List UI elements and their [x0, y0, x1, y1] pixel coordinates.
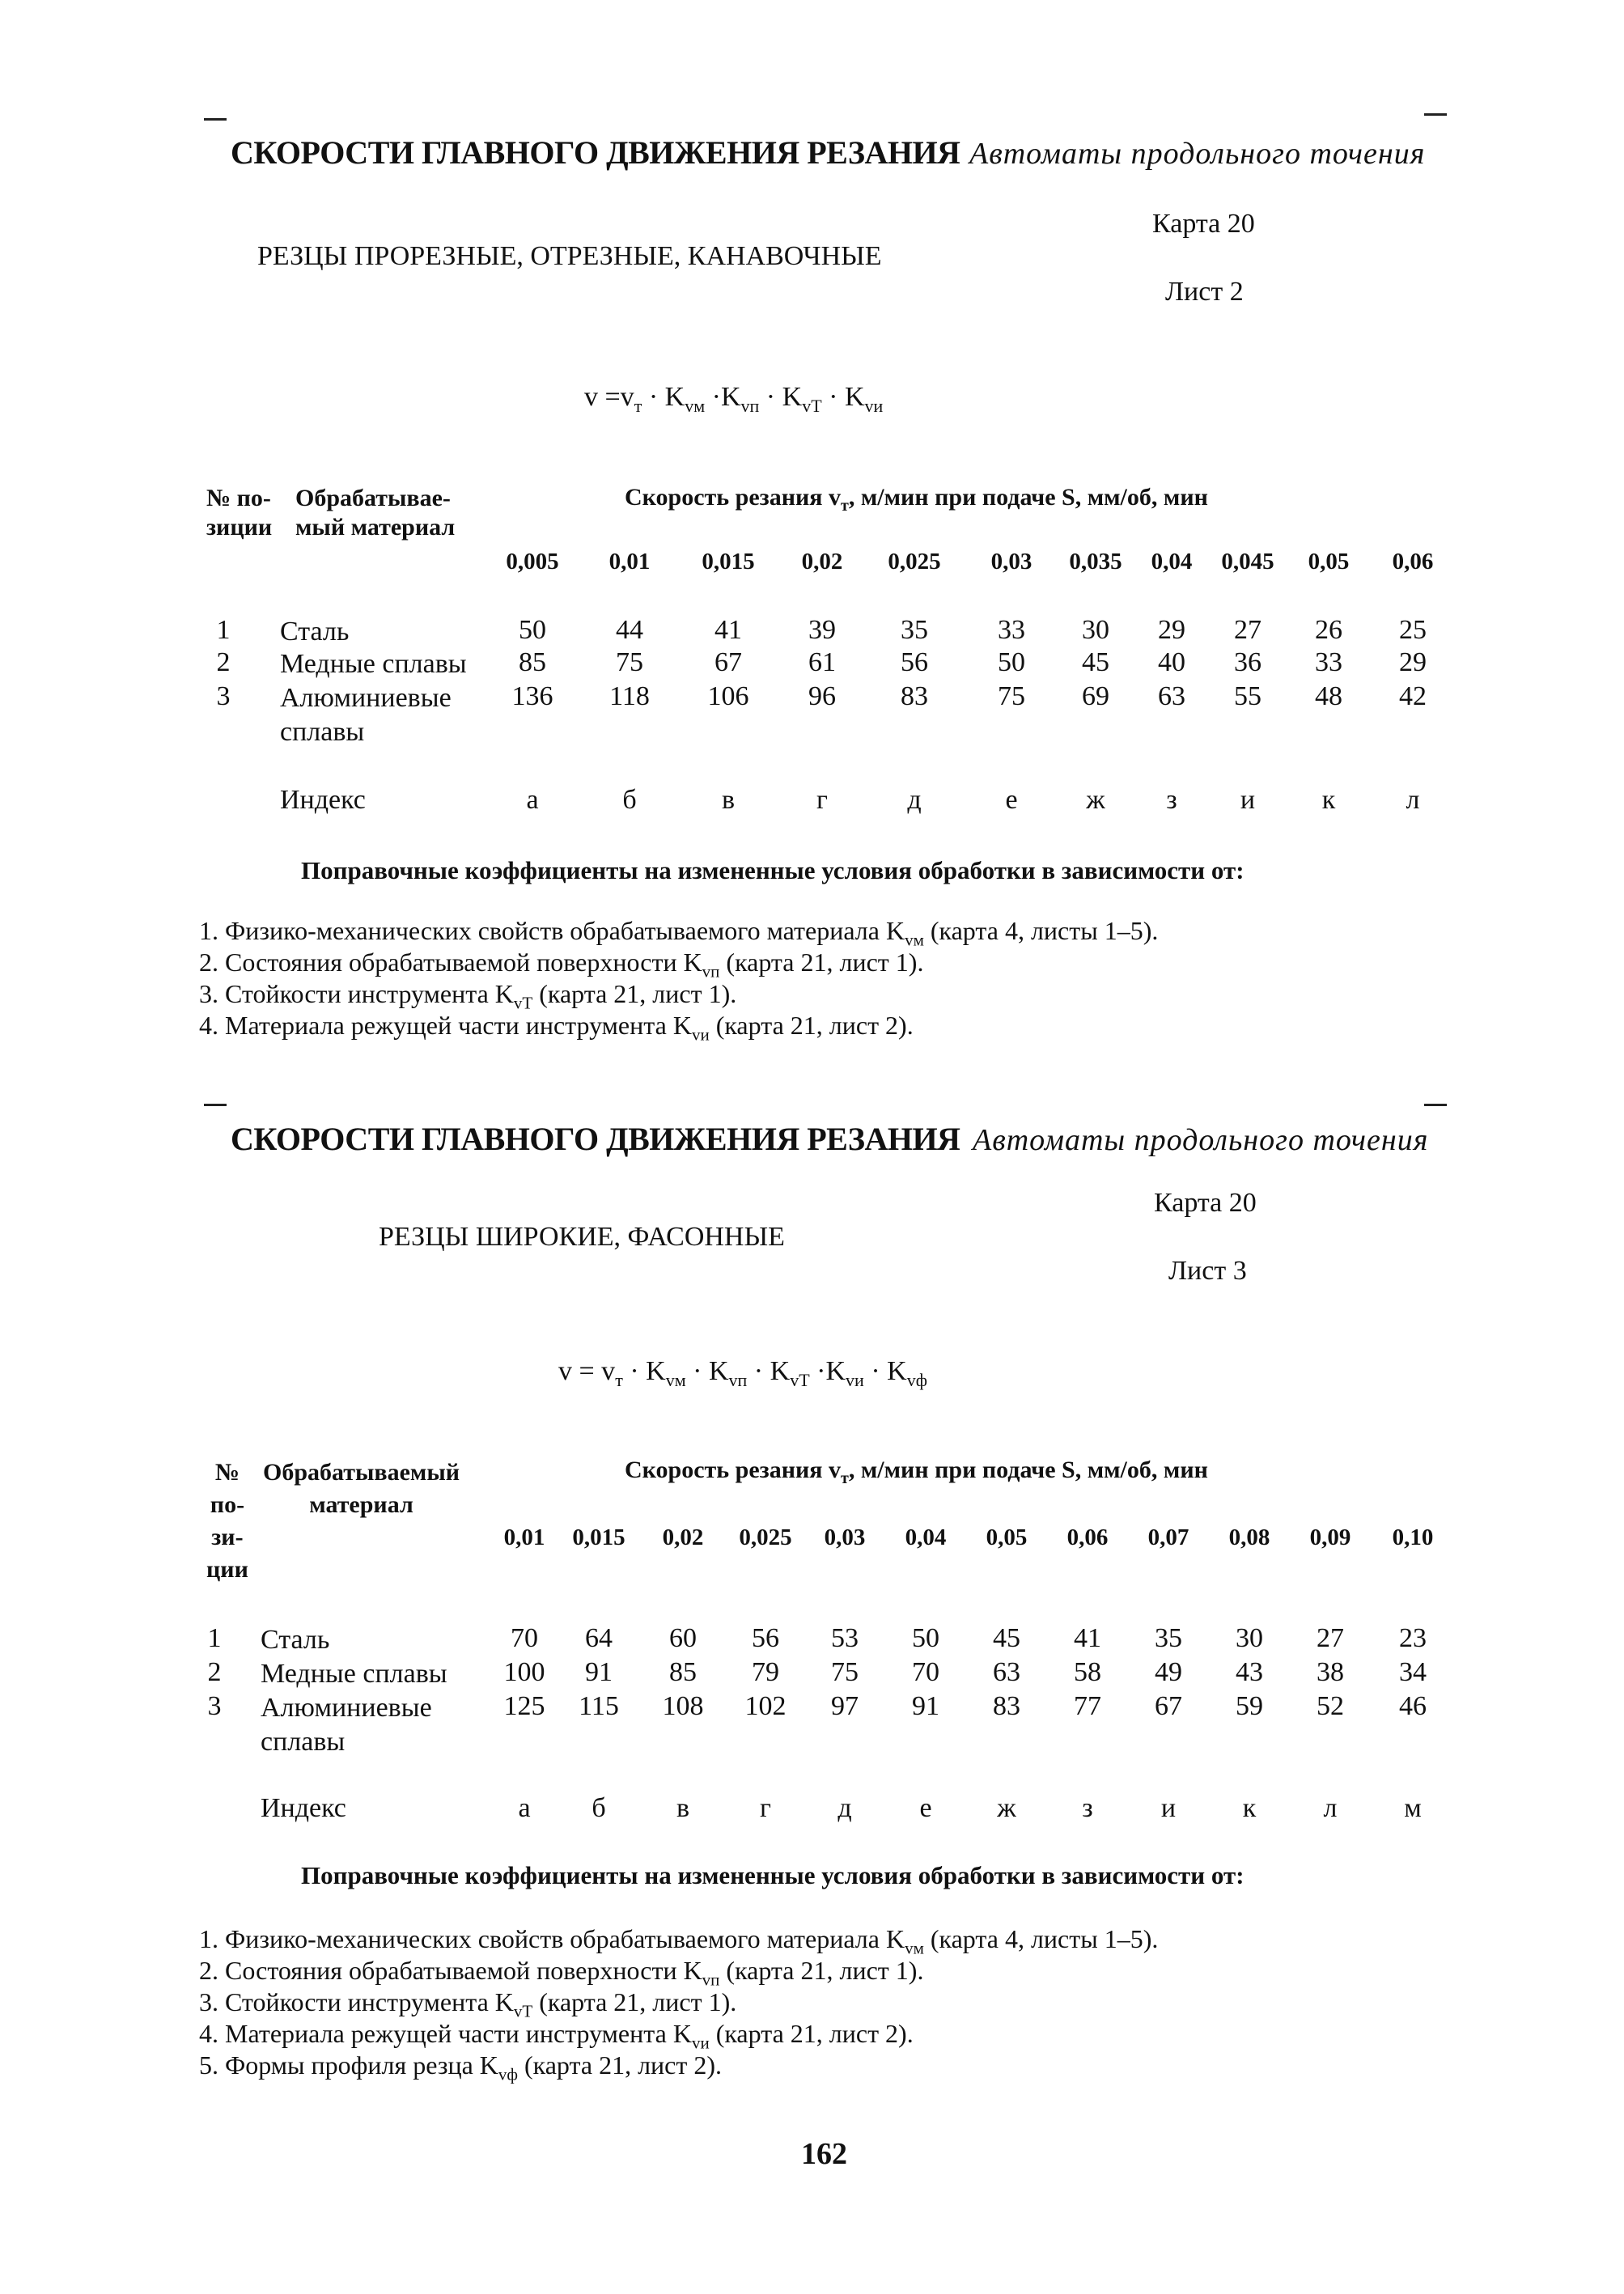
speed-value-cell: 50 — [519, 615, 546, 645]
speed-value-cell: 23 — [1399, 1623, 1427, 1653]
corner-mark-right — [1424, 113, 1447, 116]
feed-header-cell: 0,02 — [801, 549, 843, 575]
page-number: 162 — [801, 2137, 847, 2171]
section2-tool-type: РЕЗЦЫ ШИРОКИЕ, ФАСОННЫЕ — [379, 1222, 785, 1252]
material-name: Сталь — [261, 1625, 330, 1655]
correction-note — [199, 1924, 1158, 1958]
correction-note — [199, 2050, 722, 2084]
index-letter: в — [676, 1793, 690, 1823]
index-letter: д — [837, 1793, 852, 1823]
section2-card: Карта 20 — [1154, 1188, 1257, 1218]
row-number: 3 — [207, 1691, 222, 1721]
speed-value-cell: 61 — [808, 647, 836, 677]
note-subscript: vм — [905, 1938, 924, 1958]
row-number: 1 — [216, 615, 231, 645]
correction-note — [199, 948, 923, 982]
correction-note — [199, 1956, 923, 1990]
material-name: Медные сплавы — [261, 1659, 447, 1689]
speed-header-suffix: , м/мин при подаче S, мм/об, мин — [848, 1457, 1208, 1483]
index-letter: з — [1166, 785, 1177, 815]
speed-value-cell: 77 — [1074, 1691, 1101, 1721]
speed-value-cell: 46 — [1399, 1691, 1427, 1721]
speed-header-subscript: т — [841, 497, 849, 515]
speed-value-cell: 63 — [1158, 681, 1185, 711]
formula-subscript: vф — [906, 1369, 927, 1390]
formula-symbol: · K — [759, 382, 803, 412]
index-label: Индекс — [261, 1793, 346, 1823]
speed-value-cell: 49 — [1155, 1657, 1182, 1687]
note-subscript: vT — [513, 2001, 533, 2021]
speed-header-suffix: , м/мин при подаче S, мм/об, мин — [848, 484, 1208, 511]
formula-symbol: ·K — [705, 382, 741, 412]
speed-value-cell: 27 — [1317, 1623, 1344, 1653]
feed-header-cell: 0,04 — [905, 1524, 947, 1550]
material-name: Алюминиевые сплавы — [280, 683, 452, 747]
speed-value-cell: 118 — [609, 681, 650, 711]
speed-value-cell: 67 — [714, 647, 742, 677]
speed-value-cell: 97 — [831, 1691, 859, 1721]
formula-symbol: · K — [747, 1356, 791, 1386]
note-text: 3. Стойкости инструмента K — [199, 979, 514, 1008]
feed-header-cell: 0,04 — [1151, 549, 1193, 575]
section1-correction-title: Поправочные коэффициенты на измененные условия обработки в зависимости от: — [301, 856, 1245, 884]
speed-value-cell: 91 — [585, 1657, 613, 1687]
feed-header-cell: 0,035 — [1069, 549, 1122, 575]
note-tail: (карта 4, листы 1–5). — [923, 1924, 1159, 1953]
feed-header-cell: 0,01 — [503, 1524, 545, 1550]
section2-speed-header — [625, 1457, 1208, 1488]
formula-symbol: · K — [622, 1356, 666, 1386]
index-letter: ж — [997, 1793, 1016, 1823]
feed-header-cell: 0,05 — [986, 1524, 1028, 1550]
feed-header-cell: 0,09 — [1309, 1524, 1351, 1550]
feed-header-cell: 0,03 — [824, 1524, 866, 1550]
speed-value-cell: 30 — [1082, 615, 1109, 645]
speed-value-cell: 91 — [912, 1691, 939, 1721]
formula-subscript: vп — [728, 1369, 748, 1390]
note-tail: (карта 4, листы 1–5). — [923, 916, 1159, 945]
formula-symbol: ·K — [809, 1356, 846, 1386]
speed-value-cell: 26 — [1315, 615, 1342, 645]
speed-value-cell: 102 — [744, 1691, 787, 1721]
note-text: 5. Формы профиля резца K — [199, 2050, 498, 2080]
formula-lead: v = v — [558, 1356, 616, 1386]
speed-value-cell: 48 — [1315, 681, 1342, 711]
note-subscript: vи — [691, 2033, 710, 2053]
feed-header-cell: 0,02 — [662, 1524, 704, 1550]
section2-formula — [558, 1356, 927, 1391]
formula-symbol: · K — [685, 1356, 729, 1386]
note-tail: (карта 21, лист 2). — [709, 1011, 914, 1040]
note-text: 4. Материала режущей части инструмента K — [199, 1011, 692, 1040]
speed-value-cell: 85 — [519, 647, 546, 677]
speed-value-cell: 67 — [1155, 1691, 1182, 1721]
feed-header-cell: 0,025 — [739, 1524, 792, 1550]
speed-value-cell: 106 — [707, 681, 749, 711]
index-letter: д — [907, 785, 922, 815]
feed-header-cell: 0,03 — [990, 549, 1032, 575]
speed-value-cell: 50 — [998, 647, 1025, 677]
note-tail: (карта 21, лист 1). — [719, 1956, 924, 1985]
feed-header-cell: 0,01 — [608, 549, 651, 575]
note-subscript: vп — [702, 961, 720, 982]
speed-value-cell: 42 — [1399, 681, 1427, 711]
note-subscript: vм — [905, 930, 924, 950]
formula-symbol: · K — [821, 382, 865, 412]
speed-value-cell: 56 — [752, 1623, 779, 1653]
speed-value-cell: 83 — [901, 681, 928, 711]
index-letter: з — [1082, 1793, 1093, 1823]
material-name: Сталь — [280, 617, 350, 647]
speed-value-cell: 52 — [1317, 1691, 1344, 1721]
correction-note — [199, 1011, 914, 1045]
speed-value-cell: 36 — [1234, 647, 1261, 677]
speed-value-cell: 25 — [1399, 615, 1427, 645]
note-subscript: vф — [498, 2064, 518, 2084]
speed-value-cell: 125 — [503, 1691, 545, 1721]
material-name: Алюминиевые сплавы — [261, 1693, 432, 1757]
speed-value-cell: 96 — [808, 681, 836, 711]
index-letter: б — [592, 1793, 606, 1823]
section1-sheet: Лист 2 — [1165, 277, 1244, 307]
correction-note — [199, 979, 736, 1013]
index-letter: г — [760, 1793, 771, 1823]
speed-value-cell: 39 — [808, 615, 836, 645]
note-subscript: vT — [513, 993, 533, 1013]
speed-value-cell: 34 — [1399, 1657, 1427, 1687]
speed-value-cell: 38 — [1317, 1657, 1344, 1687]
section1-card: Карта 20 — [1152, 209, 1255, 239]
index-letter: и — [1160, 1793, 1177, 1823]
speed-value-cell: 45 — [993, 1623, 1020, 1653]
speed-header-prefix: Скорость резания v — [625, 484, 842, 511]
feed-header-cell: 0,015 — [572, 1524, 625, 1550]
formula-symbol: · K — [863, 1356, 907, 1386]
speed-value-cell: 63 — [993, 1657, 1020, 1687]
speed-value-cell: 70 — [511, 1623, 538, 1653]
correction-note — [199, 1987, 736, 2021]
speed-value-cell: 115 — [579, 1691, 619, 1721]
speed-value-cell: 136 — [511, 681, 553, 711]
note-tail: (карта 21, лист 1). — [532, 1987, 737, 2016]
speed-value-cell: 56 — [901, 647, 928, 677]
feed-header-cell: 0,10 — [1392, 1524, 1434, 1550]
speed-value-cell: 60 — [669, 1623, 697, 1653]
feed-header-cell: 0,05 — [1308, 549, 1350, 575]
section2-title: СКОРОСТИ ГЛАВНОГО ДВИЖЕНИЯ РЕЗАНИЯ — [231, 1121, 960, 1157]
speed-value-cell: 33 — [1315, 647, 1342, 677]
speed-value-cell: 33 — [998, 615, 1025, 645]
speed-value-cell: 41 — [1074, 1623, 1101, 1653]
index-letter: а — [518, 1793, 531, 1823]
note-text: 2. Состояния обрабатываемой поверхности K — [199, 1956, 702, 1985]
section2-position-header: № по- зи- ции — [206, 1459, 248, 1583]
feed-header-cell: 0,025 — [888, 549, 941, 575]
speed-value-cell: 43 — [1236, 1657, 1263, 1687]
section2-subtitle: Автоматы продольного точения — [973, 1123, 1429, 1157]
index-letter: л — [1406, 785, 1420, 815]
speed-value-cell: 50 — [912, 1623, 939, 1653]
section1-speed-header — [625, 484, 1208, 515]
corner-mark-right-2 — [1424, 1104, 1447, 1106]
section2-material-header: Обрабатываемый материал — [263, 1459, 460, 1518]
correction-note — [199, 2019, 914, 2053]
note-tail: (карта 21, лист 1). — [719, 948, 924, 977]
section1-subtitle: Автоматы продольного точения — [969, 137, 1426, 171]
feed-header-cell: 0,045 — [1221, 549, 1274, 575]
feed-header-cell: 0,015 — [702, 549, 755, 575]
speed-value-cell: 30 — [1236, 1623, 1263, 1653]
note-subscript: vи — [691, 1024, 710, 1045]
note-tail: (карта 21, лист 2). — [709, 2019, 914, 2048]
note-tail: (карта 21, лист 1). — [532, 979, 737, 1008]
speed-value-cell: 64 — [585, 1623, 613, 1653]
speed-value-cell: 35 — [901, 615, 928, 645]
speed-value-cell: 75 — [831, 1657, 859, 1687]
speed-value-cell: 83 — [993, 1691, 1020, 1721]
index-label: Индекс — [280, 785, 366, 815]
note-subscript: vп — [702, 1970, 720, 1990]
note-text: 4. Материала режущей части инструмента K — [199, 2019, 692, 2048]
index-letter: л — [1323, 1793, 1338, 1823]
corner-mark-left — [204, 118, 227, 121]
speed-value-cell: 55 — [1234, 681, 1261, 711]
index-letter: а — [526, 785, 539, 815]
index-letter: к — [1321, 785, 1336, 815]
section2-sheet: Лист 3 — [1168, 1256, 1247, 1286]
note-text: 3. Стойкости инструмента K — [199, 1987, 514, 2016]
speed-value-cell: 70 — [912, 1657, 939, 1687]
formula-subscript: vи — [864, 395, 884, 416]
section1-title: СКОРОСТИ ГЛАВНОГО ДВИЖЕНИЯ РЕЗАНИЯ — [231, 134, 960, 171]
speed-value-cell: 44 — [616, 615, 643, 645]
section1-material-header: Обрабатывае- мый материал — [295, 485, 456, 541]
speed-value-cell: 79 — [752, 1657, 779, 1687]
note-text: 1. Физико-механических свойств обрабатываемого материала K — [199, 916, 905, 945]
speed-value-cell: 41 — [714, 615, 742, 645]
row-number: 1 — [207, 1623, 222, 1653]
speed-value-cell: 75 — [998, 681, 1025, 711]
section2-correction-title: Поправочные коэффициенты на измененные условия обработки в зависимости от: — [301, 1861, 1245, 1889]
note-text: 1. Физико-механических свойств обрабатываемого материала K — [199, 1924, 905, 1953]
index-letter: е — [919, 1793, 932, 1823]
speed-value-cell: 53 — [831, 1623, 859, 1653]
formula-lead: v =v — [584, 382, 634, 412]
row-number: 3 — [216, 681, 231, 711]
formula-subscript: vT — [802, 395, 822, 416]
correction-note — [199, 916, 1158, 950]
speed-header-subscript: т — [841, 1469, 849, 1487]
speed-value-cell: 100 — [503, 1657, 545, 1687]
speed-header-prefix: Скорость резания v — [625, 1457, 842, 1483]
speed-value-cell: 85 — [669, 1657, 697, 1687]
index-letter: е — [1005, 785, 1018, 815]
formula-symbol: · K — [642, 382, 685, 412]
feed-header-cell: 0,07 — [1147, 1524, 1189, 1550]
speed-value-cell: 45 — [1082, 647, 1109, 677]
index-letter: м — [1404, 1793, 1422, 1823]
index-letter: к — [1242, 1793, 1257, 1823]
speed-value-cell: 75 — [616, 647, 643, 677]
index-letter: г — [816, 785, 828, 815]
speed-value-cell: 29 — [1158, 615, 1185, 645]
row-number: 2 — [216, 647, 231, 677]
formula-subscript: vи — [846, 1369, 864, 1390]
index-letter: ж — [1086, 785, 1105, 815]
formula-subscript: vм — [665, 1369, 686, 1390]
speed-value-cell: 58 — [1074, 1657, 1101, 1687]
formula-subscript: т — [634, 395, 642, 416]
note-tail: (карта 21, лист 2). — [518, 2050, 723, 2080]
section1-position-header: № по- зиции — [206, 485, 273, 541]
feed-header-cell: 0,005 — [506, 549, 559, 575]
section1-formula — [584, 382, 883, 417]
index-letter: и — [1240, 785, 1256, 815]
feed-header-cell: 0,06 — [1066, 1524, 1109, 1550]
formula-subscript: т — [615, 1369, 623, 1390]
row-number: 2 — [207, 1657, 222, 1687]
speed-value-cell: 69 — [1082, 681, 1109, 711]
index-letter: б — [622, 785, 637, 815]
speed-value-cell: 108 — [662, 1691, 704, 1721]
material-name: Медные сплавы — [280, 649, 467, 679]
corner-mark-left-2 — [204, 1104, 227, 1106]
feed-header-cell: 0,08 — [1228, 1524, 1270, 1550]
feed-header-cell: 0,06 — [1392, 549, 1434, 575]
index-letter: в — [721, 785, 736, 815]
formula-subscript: vп — [740, 395, 760, 416]
speed-value-cell: 29 — [1399, 647, 1427, 677]
note-text: 2. Состояния обрабатываемой поверхности K — [199, 948, 702, 977]
speed-value-cell: 27 — [1234, 615, 1261, 645]
formula-subscript: vм — [685, 395, 706, 416]
speed-value-cell: 59 — [1236, 1691, 1263, 1721]
formula-subscript: vT — [790, 1369, 810, 1390]
speed-value-cell: 40 — [1158, 647, 1185, 677]
speed-value-cell: 35 — [1155, 1623, 1182, 1653]
section1-tool-type: РЕЗЦЫ ПРОРЕЗНЫЕ, ОТРЕЗНЫЕ, КАНАВОЧНЫЕ — [257, 241, 882, 271]
